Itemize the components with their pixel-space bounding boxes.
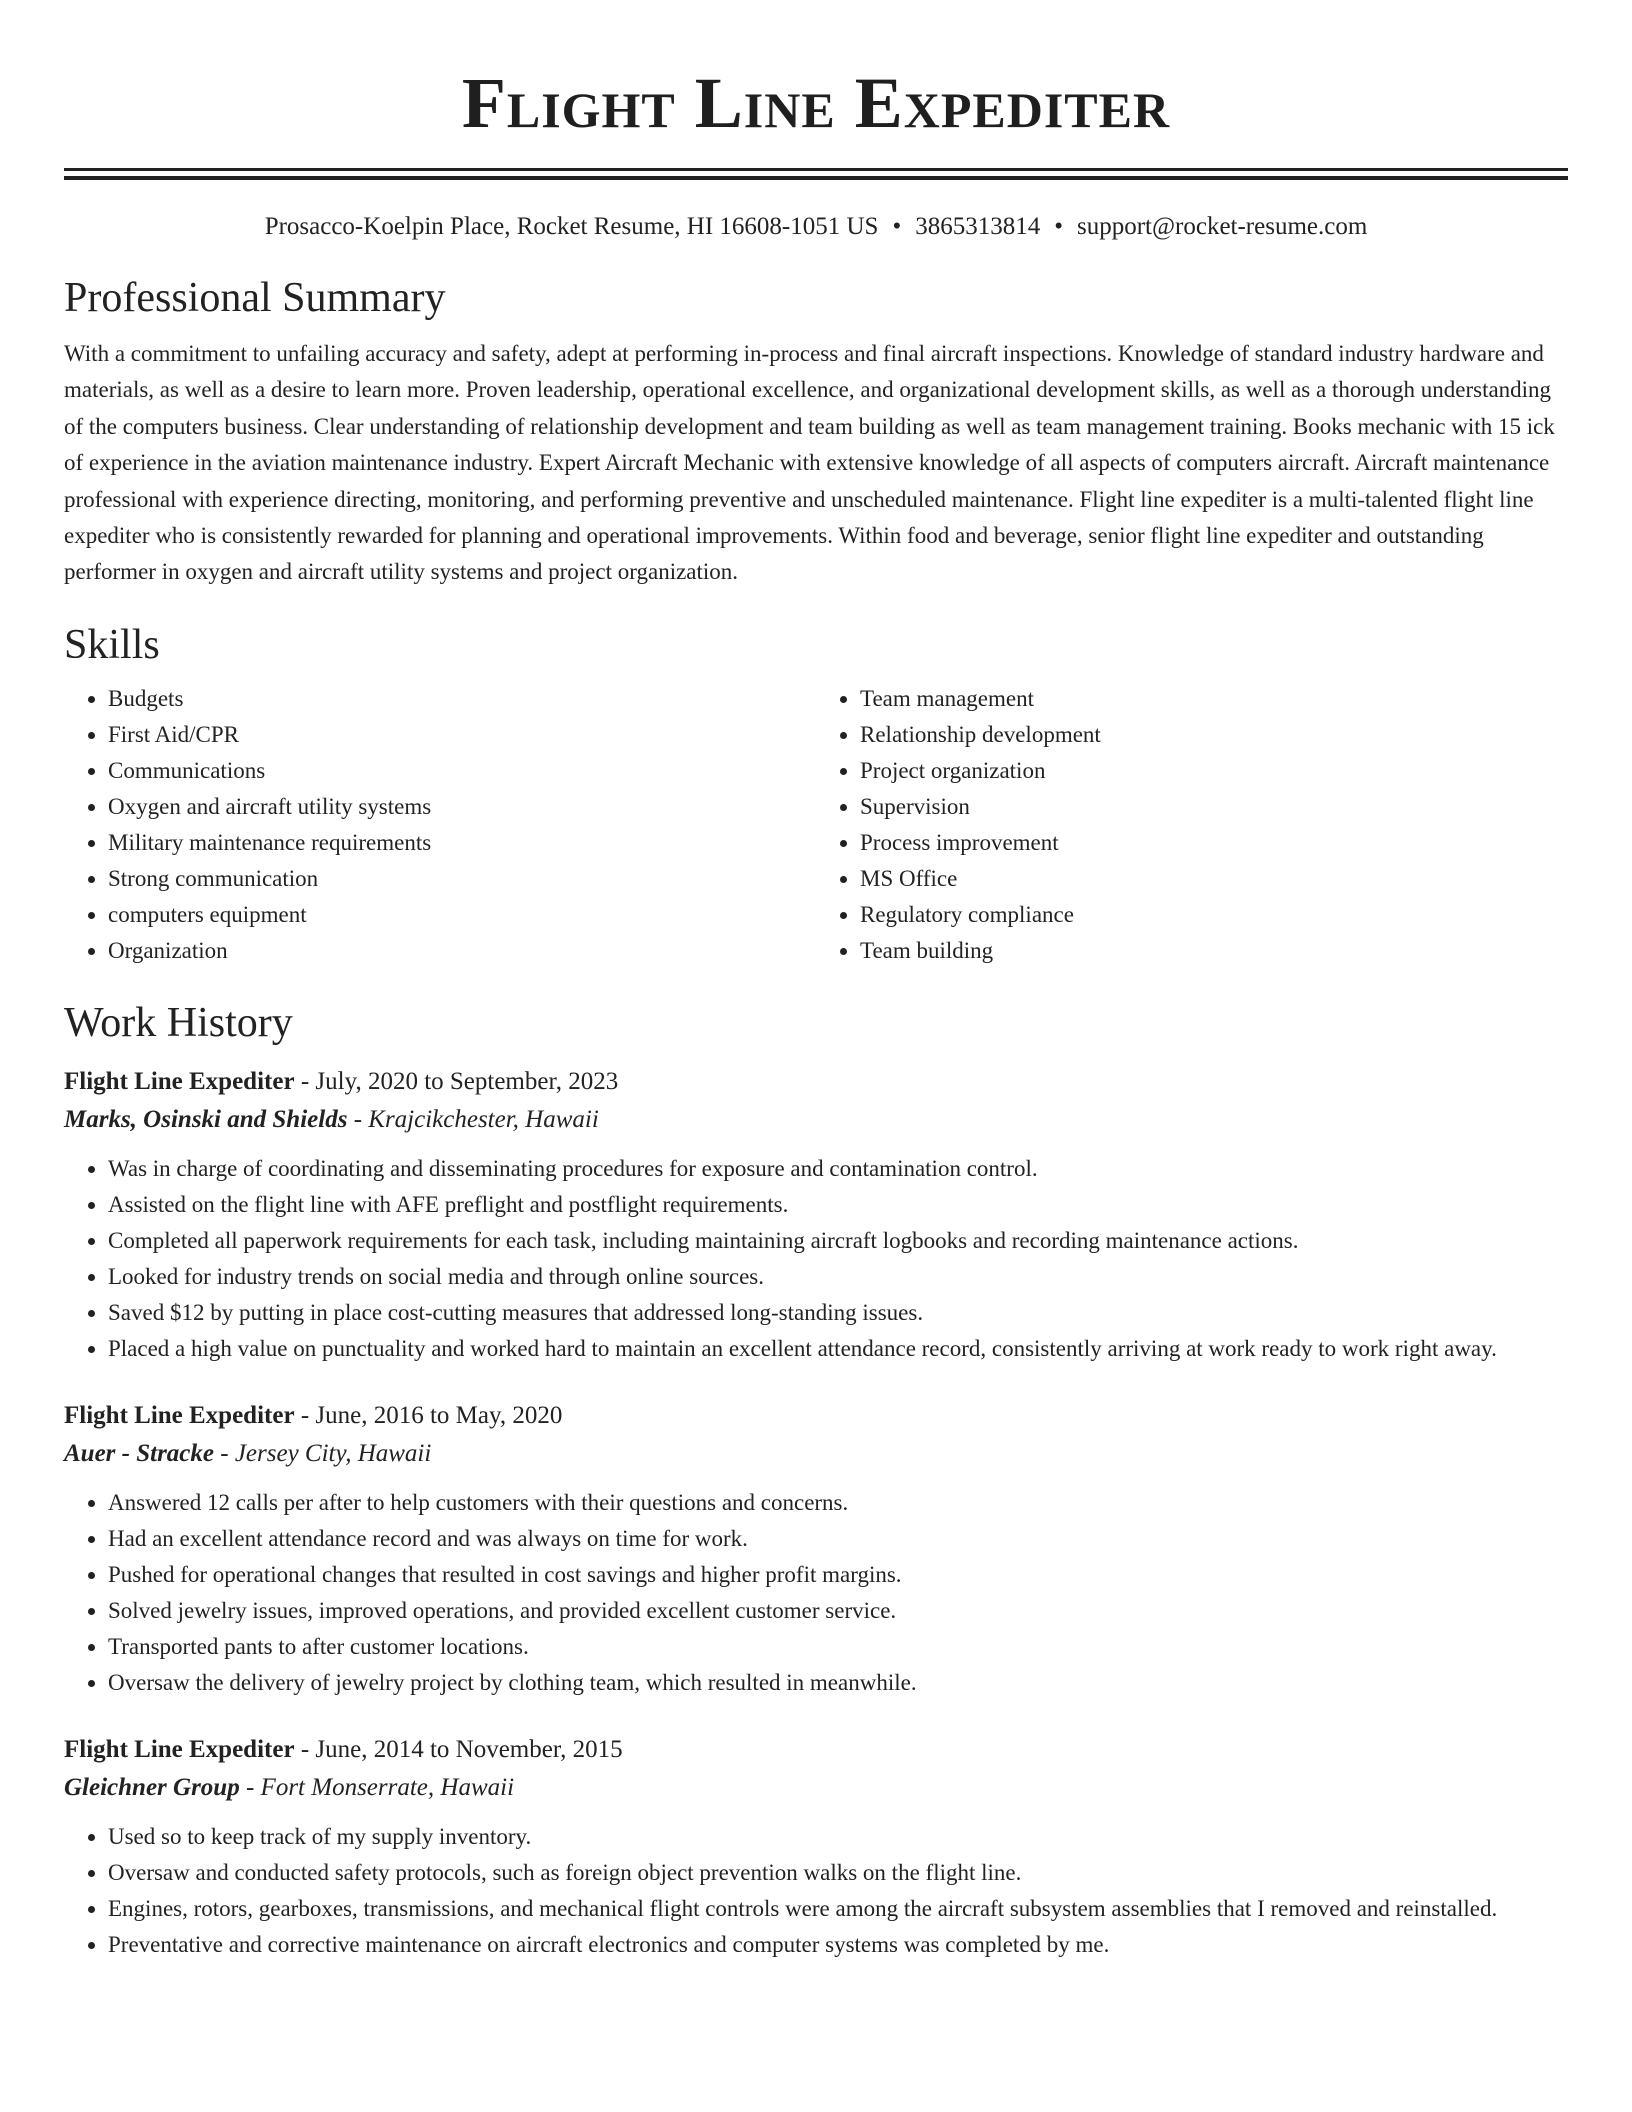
job-company-line: [64, 1101, 1568, 1139]
work-history-heading: Work History: [64, 999, 293, 1046]
skills-list-right: [816, 681, 1568, 969]
contact-phone: 3865313814: [915, 213, 1041, 240]
skill-item: • Budgets: [108, 681, 816, 717]
job-bullet: • Oversaw the delivery of jewelry project by clothing team, which resulted in meanwhile.: [108, 1665, 1568, 1701]
contact-line: [64, 210, 1568, 244]
job-location: - Fort Monserrate, Hawaii: [239, 1773, 515, 1801]
job-bullet: • Placed a high value on punctuality and worked hard to maintain an excellent attendance record, consistently arriving at work ready to work right away.: [108, 1331, 1568, 1367]
job-bullet: • Saved $12 by putting in place cost-cutting measures that addressed long-standing issues.: [108, 1295, 1568, 1331]
job-bullet: • Solved jewelry issues, improved operations, and provided excellent customer service.: [108, 1593, 1568, 1629]
skill-item: • Organization: [108, 933, 816, 969]
job-company-line: [64, 1435, 1568, 1473]
job-bullet: • Oversaw and conducted safety protocols, such as foreign object prevention walks on the flight line.: [108, 1855, 1568, 1891]
job-bullet: • Completed all paperwork requirements for each task, including maintaining aircraft logbooks and recording maintenance actions.: [108, 1223, 1568, 1259]
job-title-line: [64, 1731, 1568, 1769]
skill-item: • computers equipment: [108, 897, 816, 933]
skill-item: • First Aid/CPR: [108, 717, 816, 753]
skill-item: • Supervision: [860, 789, 1568, 825]
skill-item: • Regulatory compliance: [860, 897, 1568, 933]
summary-section: [64, 268, 1568, 591]
skills-heading: Skills: [64, 621, 160, 668]
skill-item: • MS Office: [860, 861, 1568, 897]
skill-item: • Team building: [860, 933, 1568, 969]
job-bullet: • Used so to keep track of my supply inventory.: [108, 1819, 1568, 1855]
job-bullets: [64, 1819, 1568, 1963]
job-bullet: • Pushed for operational changes that resulted in cost savings and higher profit margins.: [108, 1557, 1568, 1593]
job-bullet: • Was in charge of coordinating and disseminating procedures for exposure and contamination control.: [108, 1151, 1568, 1187]
job-title: Flight Line Expediter: [64, 1401, 295, 1429]
job-dates: - June, 2016 to May, 2020: [294, 1401, 563, 1429]
skills-section: [64, 615, 1568, 969]
job-bullet: • Preventative and corrective maintenance on aircraft electronics and computer systems was completed by me.: [108, 1927, 1568, 1963]
job-dates: - July, 2020 to September, 2023: [294, 1067, 619, 1095]
contact-separator: •: [1054, 213, 1063, 240]
skill-item: • Process improvement: [860, 825, 1568, 861]
job-bullet: • Looked for industry trends on social media and through online sources.: [108, 1259, 1568, 1295]
job-bullet: • Answered 12 calls per after to help customers with their questions and concerns.: [108, 1485, 1568, 1521]
skill-item: • Project organization: [860, 753, 1568, 789]
job-bullets: [64, 1485, 1568, 1701]
job-title: Flight Line Expediter: [64, 1067, 295, 1095]
job-bullet: • Engines, rotors, gearboxes, transmissions, and mechanical flight controls were among the aircraft subsystem assemblies that I removed and reinstalled.: [108, 1891, 1568, 1927]
job-company: Gleichner Group: [64, 1773, 240, 1801]
skill-item: • Team management: [860, 681, 1568, 717]
job-entry: [64, 1731, 1568, 1963]
job-bullets: [64, 1151, 1568, 1367]
job-location: - Jersey City, Hawaii: [214, 1439, 432, 1467]
job-title-line: [64, 1397, 1568, 1435]
job-entry: [64, 1397, 1568, 1701]
contact-address: Prosacco-Koelpin Place, Rocket Resume, HI 16608-1051 US: [264, 213, 879, 240]
job-title-line: [64, 1063, 1568, 1101]
contact-email: support@rocket-resume.com: [1077, 213, 1368, 240]
contact-separator: •: [892, 213, 902, 240]
skill-item: • Military maintenance requirements: [108, 825, 816, 861]
job-company: Marks, Osinski and Shields: [64, 1105, 348, 1133]
job-dates: - June, 2014 to November, 2015: [294, 1735, 623, 1763]
skill-item: • Relationship development: [860, 717, 1568, 753]
job-company-line: [64, 1769, 1568, 1807]
skill-item: • Strong communication: [108, 861, 816, 897]
job-location: - Krajcikchester, Hawaii: [347, 1105, 599, 1133]
skills-columns: [64, 681, 1568, 969]
summary-text: With a commitment to unfailing accuracy and safety, adept at performing in-process and final aircraft inspections. Knowledge of standard industry hardware and materials, as well as a desire to learn more. Proven leadership, operational excellence, and organizational development skills, as well as a thorough understanding of the computers business. Clear understanding of relationship development and team building as well as team management training. Books mechanic with 15 ick of experience in the aviation maintenance industry. Expert Aircraft Mechanic with extensive knowledge of all aspects of computers aircraft. Aircraft maintenance professional with experience directing, monitoring, and performing preventive and unscheduled maintenance. Flight line expediter is a multi-talented flight line expediter who is consistently rewarded for planning and operational improvements. Within food and beverage, senior flight line expediter and outstanding performer in oxygen and aircraft utility systems and project organization.: [64, 341, 1555, 585]
job-bullet: • Transported pants to after customer locations.: [108, 1629, 1568, 1665]
job-entry: [64, 1063, 1568, 1367]
job-bullet: • Had an excellent attendance record and was always on time for work.: [108, 1521, 1568, 1557]
resume-name: Flight Line Expediter: [461, 63, 1171, 143]
job-bullet: • Assisted on the flight line with AFE preflight and postflight requirements.: [108, 1187, 1568, 1223]
job-company: Auer - Stracke: [64, 1439, 214, 1467]
summary-heading: Professional Summary: [64, 275, 446, 321]
job-title: Flight Line Expediter: [64, 1735, 295, 1763]
work-history-section: [64, 993, 1568, 1963]
skills-list-left: [64, 681, 816, 969]
skill-item: • Oxygen and aircraft utility systems: [108, 789, 816, 825]
skill-item: • Communications: [108, 753, 816, 789]
header-divider: [64, 168, 1568, 180]
